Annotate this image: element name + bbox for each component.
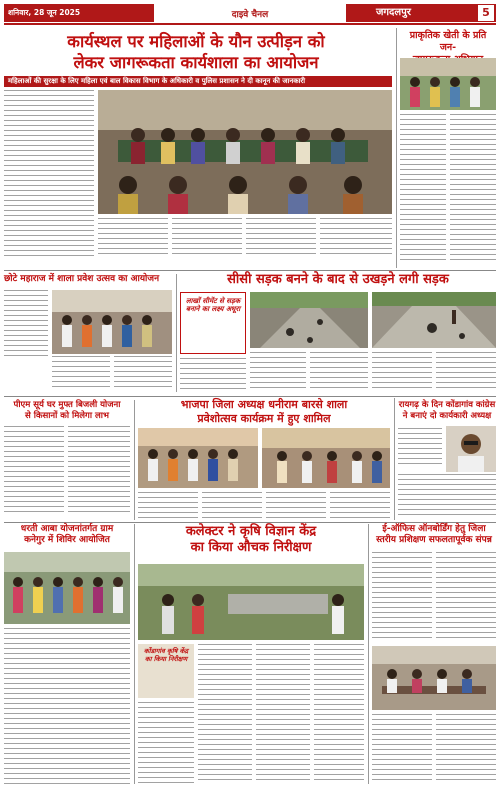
bjp-event-headline-line1: भाजपा जिला अध्यक्ष धनीराम बारसे शाला [180, 398, 348, 411]
congress-portrait [446, 426, 496, 472]
krishi-kendra-headline-line2: का किया औचक निरीक्षण [190, 540, 312, 556]
column-rule-6 [368, 524, 369, 784]
bjp-event-body-col3 [266, 492, 326, 518]
lead-strap: महिलाओं की सुरक्षा के लिए महिला एवं बाल विकास विभाग के अधिकारी व पुलिस प्रशासन ने दी कानून की जानकारी [4, 76, 392, 87]
masthead [4, 4, 496, 22]
lead-body-col2 [98, 218, 168, 258]
krishi-kendra-headline [138, 524, 364, 557]
krishi-kendra-photo [138, 564, 364, 640]
cc-road-body-col3 [310, 352, 368, 392]
solar-scheme-body-col2 [68, 426, 130, 516]
column-rule-3 [134, 400, 135, 520]
solar-scheme-body-col1 [4, 426, 64, 516]
cc-road-body-col2 [250, 352, 306, 392]
dharti-aba-headline-line2: कनेगुर में शिविर आयोजित [24, 535, 110, 546]
masthead-city [346, 4, 496, 22]
bjp-event-photo-2 [262, 428, 390, 488]
congress-body-col2 [398, 474, 496, 518]
dharti-aba-body [4, 628, 130, 784]
bjp-event-headline [138, 398, 390, 426]
masthead-date: शनिवार, 28 जून 2025 [4, 4, 154, 22]
bjp-event-body-col1 [138, 492, 198, 518]
e-office-body-col4 [436, 714, 496, 784]
section-rule-3 [4, 522, 496, 523]
lead-headline-line1: कार्यस्थल पर महिलाओं के यौन उत्पीड़न को [67, 32, 325, 51]
solar-scheme-headline [4, 400, 130, 421]
cc-road-headline: सीसी सड़क बनने के बाद से उखड़ने लगी सड़क [227, 272, 449, 287]
e-office-photo [372, 646, 496, 710]
column-rule-5 [134, 524, 135, 784]
school-festival-photo [52, 290, 172, 354]
lead-body-col3 [172, 218, 242, 258]
congress-headline-line2: ने बनाएं दो कार्यकारी अध्यक्ष [402, 410, 492, 421]
dharti-aba-headline [4, 524, 130, 547]
page-number: 5 [478, 5, 494, 21]
cc-road-pullquote: लाखों सीमेंट से सड़क बनाने का लक्ष्य अधूरा [185, 297, 241, 314]
lead-body-col4 [246, 218, 316, 258]
lead-headline [6, 32, 386, 73]
krishi-kendra-headline-line1: कलेक्टर ने कृषि विज्ञान केंद्र [185, 524, 317, 539]
column-rule [396, 28, 397, 268]
bjp-event-headline-line2: प्रवेशोत्सव कार्यक्रम में हुए शामिल [197, 411, 331, 425]
cc-road-body-col1 [180, 358, 246, 392]
solar-scheme-headline-line2: से किसानों को मिलेगा लाभ [25, 410, 109, 421]
congress-headline [398, 400, 496, 421]
masthead-city-label: जगदलपुर [376, 7, 411, 18]
column-rule-2 [176, 274, 177, 392]
krishi-kendra-body-col1 [138, 702, 194, 784]
masthead-paper-name: दाइवे चैनल [231, 9, 269, 20]
newspaper-page [4, 4, 496, 784]
congress-headline-line1: रायगढ़ के दिन कोंडागांव कांग्रेस [398, 400, 496, 410]
cc-road-photo [250, 292, 368, 348]
cc-road-body-col5 [436, 352, 496, 392]
krishi-kendra-label-box [138, 644, 194, 698]
lead-body-col5 [320, 218, 392, 258]
krishi-kendra-photo-label: कोंडागांव कृषि केंद्र का किया निरीक्षण [143, 647, 189, 663]
section-rule-2 [4, 396, 496, 397]
school-festival-body-col2 [52, 356, 110, 390]
e-office-body-col3 [372, 714, 432, 784]
lead-photo [98, 90, 392, 214]
section-rule-1 [4, 270, 496, 271]
bjp-event-body-col2 [202, 492, 262, 518]
congress-body-col1 [398, 428, 442, 468]
organic-farming-body-col2 [450, 114, 496, 264]
cc-road-pullquote-box [180, 292, 246, 354]
krishi-kendra-body-col4 [314, 644, 364, 784]
bjp-event-body-col4 [330, 492, 390, 518]
solar-scheme-headline-line1: पीएम सूर्य घर मुफ्त बिजली योजना [13, 400, 121, 410]
column-rule-4 [394, 398, 395, 520]
cc-road-body-col4 [372, 352, 432, 392]
organic-farming-photo [400, 58, 496, 110]
krishi-kendra-body-col3 [256, 644, 310, 784]
school-festival-body-col1 [4, 290, 48, 360]
e-office-body-col2 [436, 552, 496, 642]
masthead-rule [4, 23, 496, 25]
lead-body-col1 [4, 90, 94, 258]
krishi-kendra-body-col2 [198, 644, 252, 784]
cc-road-photo-2 [372, 292, 496, 348]
school-festival-headline: छोटे महाराज में शाला प्रवेश उत्सव का आयोजन [4, 274, 160, 284]
school-festival-body-col3 [114, 356, 172, 390]
e-office-headline-line1: ई-ऑफिस ऑनबोर्डिंग हेतु जिला [382, 524, 486, 534]
bjp-event-photo [138, 428, 258, 488]
lead-headline-line2: लेकर जागरूकता कार्यशाला का आयोजन [73, 52, 319, 72]
e-office-headline-line2: स्तरीय प्रशिक्षण सफलतापूर्वक संपन्न [376, 535, 492, 546]
dharti-aba-photo [4, 552, 130, 624]
organic-farming-body-col1 [400, 114, 446, 264]
organic-farming-headline-line1: प्राकृतिक खेती के प्रति जन- [409, 30, 487, 53]
e-office-headline [372, 524, 496, 547]
e-office-body-col1 [372, 552, 432, 642]
dharti-aba-headline-line1: धरती आबा योजनांतर्गत ग्राम [20, 524, 114, 534]
